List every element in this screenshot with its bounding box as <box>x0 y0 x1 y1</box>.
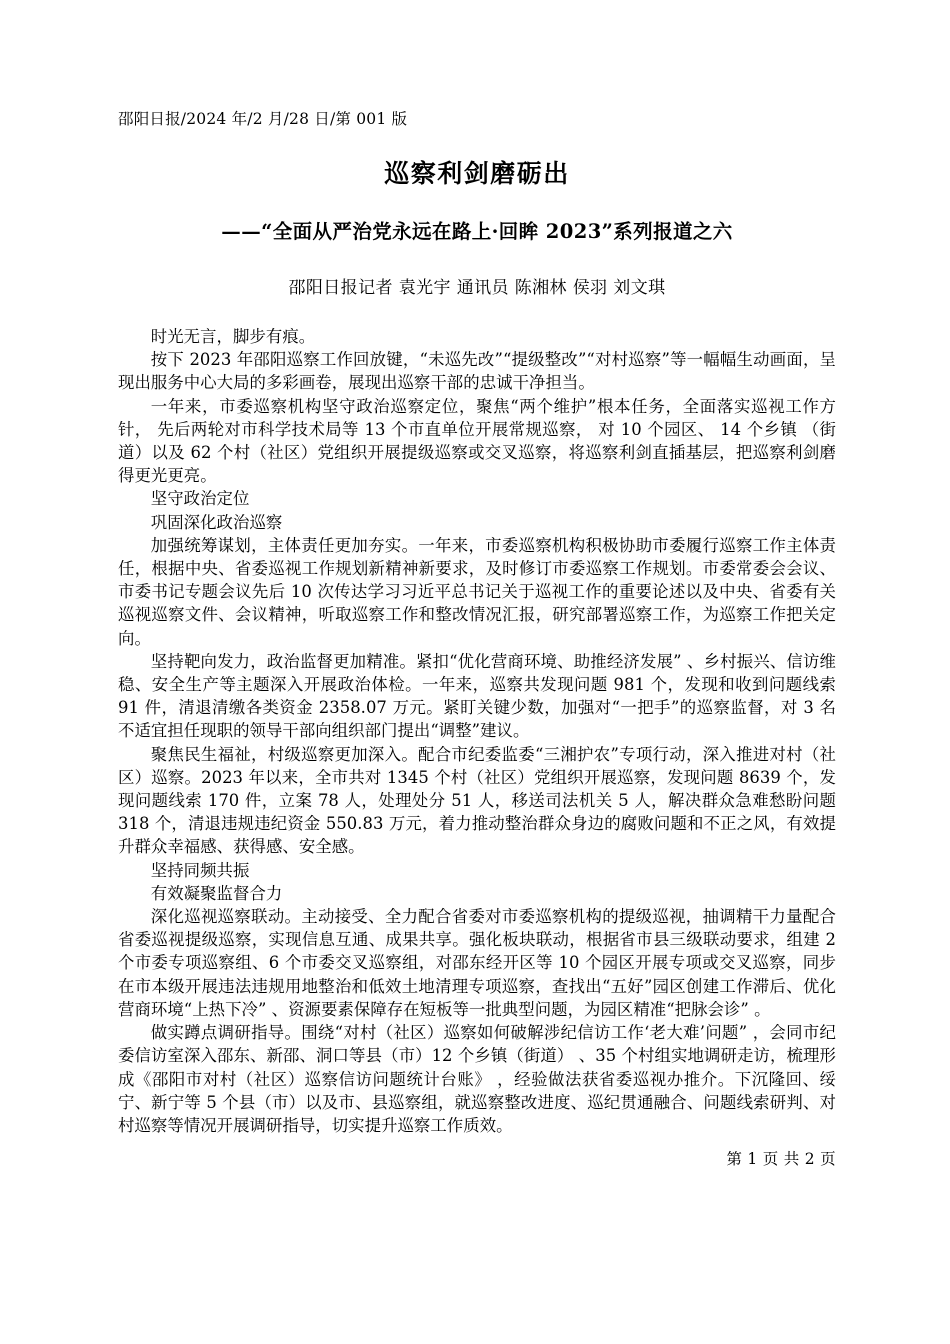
section-heading: 有效凝聚监督合力 <box>150 883 283 903</box>
byline: 邵阳日报记者 袁光宇 通讯员 陈湘林 侯羽 刘文琪 <box>288 278 666 298</box>
paragraph: 做实蹲点调研指导。围绕“对村（社区）巡察如何破解涉纪信访工作‘老大难’问题” ，会同市纪委信访室深入邵东、新邵、洞口等县（市）12 个乡镇（街道） 、35 个村组实地调研走访，梳理形成《邵阳市对村（社区）巡察信访问题统计台账》 ，经验做法获省委巡视办推介。下沉隆回、绥宁、新宁等 5 个县（市）以及市、县巡察组，就巡察整改进度、巡纪贯通融合、问题线索研判、对村巡察等情况开展调研指导，切实提升巡察工作质效。 <box>118 1023 836 1135</box>
section-heading: 坚守政治定位 <box>150 489 250 509</box>
newspaper-masthead: 邵阳日报/2024 年/2 月/28 日/第 001 版 <box>118 110 408 128</box>
page-title: 巡察利剑磨砺出 <box>384 159 570 188</box>
section-heading: 巩固深化政治巡察 <box>150 512 283 532</box>
paragraph: 聚焦民生福祉，村级巡察更加深入。配合市纪委监委“三湘护农”专项行动，深入推进对村（社区）巡察。2023 年以来，全市共对 1345 个村（社区）党组织开展巡察，发现问题 8639 个，发现问题线索 170 件，立案 78 人，处理处分 51 人，移送司法机关 5 人，解决群众急难愁盼问题 318 个，清退违规违纪资金 550.83 万元，着力推动整治群众身边的腐败问题和不正之风，有效提升群众幸福感、获得感、安全感。 <box>118 744 836 857</box>
article-body <box>118 325 836 1137</box>
paragraph: 一年来，市委巡察机构坚守政治巡察定位，聚焦“两个维护”根本任务，全面落实巡视工作方针， 先后两轮对市科学技术局等 13 个市直单位开展常规巡察， 对 10 个园区、 14 个乡镇 （街道）以及 62 个村（社区）党组织开展提级巡察或交叉巡察，将巡察利剑直插基层，把巡察利剑磨得更光更亮。 <box>118 396 836 486</box>
paragraph: 深化巡视巡察联动。主动接受、全力配合省委对市委巡察机构的提级巡视，抽调精干力量配合省委巡视提级巡察，实现信息互通、成果共享。强化板块联动，根据省市县三级联动要求，组建 2 个市委专项巡察组、6 个市委交叉巡察组，对邵东经开区等 10 个园区开展专项或交叉巡察，同步在市本级开展违法违规用地整治和低效土地清理专项巡察，查找出“五好”园区创建工作滞后、优化营商环境“上热下冷” 、资源要素保障存在短板等一批典型问题，为园区精准“把脉会诊” 。 <box>118 907 836 1019</box>
page-subtitle: ——“全面从严治党永远在路上·回眸 2023”系列报道之六 <box>221 220 733 243</box>
paragraph: 按下 2023 年邵阳巡察工作回放键，“未巡先改”“提级整改”“对村巡察”等一幅幅生动画面，呈现出服务中心大局的多彩画卷，展现出巡察干部的忠诚干净担当。 <box>118 350 836 393</box>
page-number-label: 第 1 页 共 2 页 <box>726 1150 836 1168</box>
paragraph: 加强统筹谋划，主体责任更加夯实。一年来，市委巡察机构积极协助市委履行巡察工作主体责任，根据中央、省委巡视工作规划新精神新要求，及时修订市委巡察工作规划。市委常委会会议、市委书记专题会议先后 10 次传达学习习近平总书记关于巡视工作的重要论述以及中央、省委有关巡视巡察文件、会议精神，听取巡察工作和整改情况汇报，研究部署巡察工作，为巡察工作把关定向。 <box>118 535 836 648</box>
document-content <box>118 108 836 1137</box>
page-footer <box>118 1148 836 1170</box>
paragraph: 时光无言，脚步有痕。 <box>150 327 316 346</box>
section-heading: 坚持同频共振 <box>150 860 250 880</box>
paragraph: 坚持靶向发力，政治监督更加精准。紧扣“优化营商环境、助推经济发展” 、乡村振兴、信访维稳、安全生产等主题深入开展政治体检。一年来，巡察共发现问题 981 个，发现和收到问题线索 91 件，清退清缴各类资金 2358.07 万元。紧盯关键少数，加强对“一把手”的巡察监督，对 3 名不适宜担任现职的领导干部向组织部门提出“调整”建议。 <box>118 651 836 741</box>
